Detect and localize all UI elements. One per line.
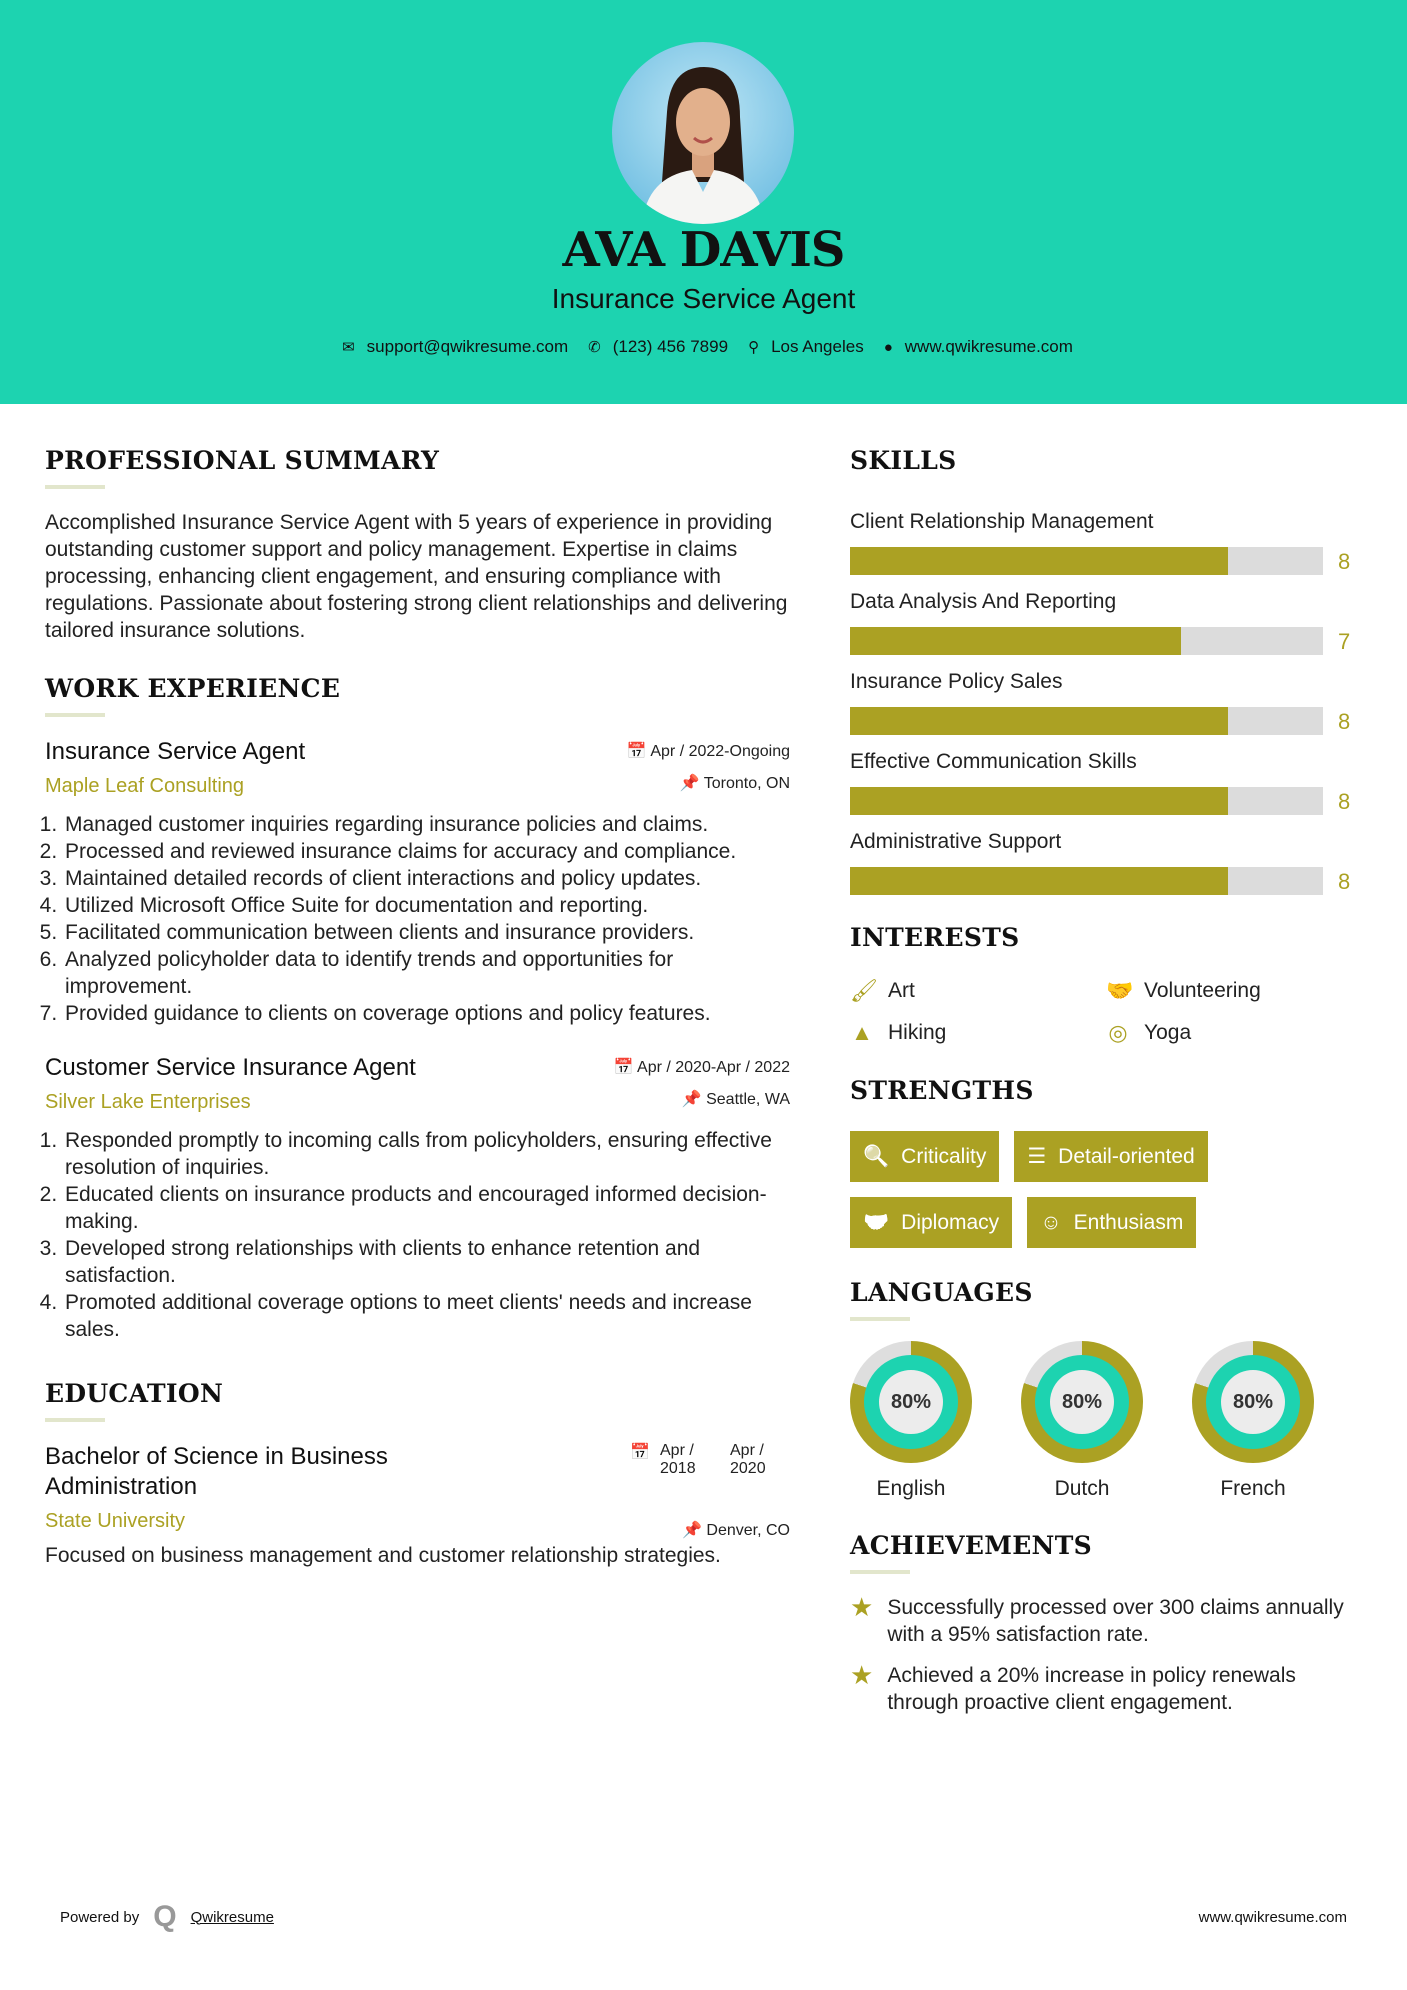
languages-heading: LANGUAGES — [850, 1278, 1033, 1307]
email[interactable]: support@qwikresume.com — [366, 337, 569, 356]
interest-label: Hiking — [888, 1021, 947, 1044]
skill-item — [850, 669, 1350, 735]
list-icon: ☰ — [1027, 1145, 1047, 1168]
tree-icon: ▲ — [851, 1020, 873, 1045]
handshake-icon: 🤝 — [1106, 978, 1134, 1003]
skill-name: Effective Communication Skills — [850, 750, 1137, 773]
candidate-title: Insurance Service Agent — [551, 283, 856, 314]
interest-label: Volunteering — [1144, 979, 1261, 1002]
skill-bar — [850, 787, 1323, 815]
education-dates — [630, 1442, 790, 1478]
achievement-item — [850, 1662, 1350, 1716]
divider — [45, 1418, 105, 1422]
language-name: French — [1220, 1477, 1286, 1500]
language-donut — [1021, 1341, 1143, 1463]
calendar-icon: 📅 — [630, 1444, 650, 1461]
list-item: 4. Promoted additional coverage options to meet clients' needs and increase sales. — [63, 1289, 790, 1343]
job-entry — [45, 737, 790, 1027]
language-percent: 80% — [1050, 1370, 1114, 1434]
paintbrush-icon: 🖌 — [850, 978, 878, 1003]
interest-item — [1106, 1020, 1346, 1046]
list-item: 1. Managed customer inquiries regarding insurance policies and claims. — [63, 811, 790, 838]
strengths-heading: STRENGTHS — [850, 1076, 1034, 1105]
location-text: Toronto, ON — [703, 775, 790, 792]
header — [0, 0, 1407, 404]
strength-chip — [850, 1131, 999, 1182]
skill-bar — [850, 867, 1323, 895]
job-entry — [45, 1053, 790, 1343]
skill-name: Data Analysis And Reporting — [850, 590, 1117, 613]
skill-item — [850, 589, 1350, 655]
phone: (123) 456 7899 — [612, 337, 729, 356]
company: Silver Lake Enterprises — [45, 1091, 251, 1113]
language-percent: 80% — [879, 1370, 943, 1434]
skill-value: 8 — [1338, 869, 1351, 894]
location-text: Seattle, WA — [706, 1091, 790, 1108]
list-item: 7. Provided guidance to clients on coverage options and policy features. — [63, 1000, 790, 1027]
map-marker-icon: ⚲ — [748, 339, 760, 356]
pin-icon: 📌 — [681, 1091, 702, 1108]
date-text: Apr / 2020-Apr / 2022 — [637, 1059, 790, 1076]
phone-icon: ✆ — [588, 339, 601, 356]
interests-heading: INTERESTS — [850, 923, 1020, 952]
language-donut — [850, 1341, 972, 1463]
qwikresume-logo-icon: Q — [153, 1900, 177, 1933]
contact-bar — [0, 337, 1407, 357]
handshake-icon: 🤝 — [863, 1210, 890, 1234]
skill-item — [850, 509, 1350, 575]
job-date — [627, 741, 790, 761]
skill-bar-fill — [850, 787, 1228, 815]
skill-bar — [850, 547, 1323, 575]
education-heading: EDUCATION — [45, 1379, 224, 1408]
job-title: Customer Service Insurance Agent — [45, 1054, 416, 1081]
strength-label: Enthusiasm — [1073, 1210, 1184, 1234]
location-text: Denver, CO — [706, 1522, 790, 1539]
language-name: English — [876, 1477, 946, 1500]
job-date — [614, 1057, 790, 1077]
footer-website[interactable]: www.qwikresume.com — [1198, 1908, 1347, 1926]
powered-by: Powered by — [60, 1908, 140, 1926]
search-icon: 🔍 — [863, 1144, 890, 1168]
skill-value: 7 — [1338, 629, 1351, 654]
strength-chip — [1014, 1131, 1207, 1182]
strength-chip — [1027, 1197, 1196, 1248]
strength-label: Diplomacy — [901, 1210, 1000, 1234]
list-item: 2. Processed and reviewed insurance claims for accuracy and compliance. — [63, 838, 790, 865]
skills-heading: SKILLS — [850, 446, 957, 475]
list-item: 1. Responded promptly to incoming calls from policyholders, ensuring effective resolution of inquiries. — [63, 1127, 790, 1181]
job-location — [682, 1089, 790, 1109]
list-item: 5. Facilitated communication between clients and insurance providers. — [63, 919, 790, 946]
profile-photo — [612, 42, 794, 224]
skill-value: 8 — [1338, 549, 1351, 574]
skill-name: Insurance Policy Sales — [850, 670, 1063, 693]
job-title: Insurance Service Agent — [45, 738, 306, 765]
achievement-text: Achieved a 20% increase in policy renewals through proactive client engagement. — [887, 1664, 1296, 1714]
skill-bar — [850, 707, 1323, 735]
skill-bar-fill — [850, 707, 1228, 735]
star-icon: ★ — [850, 1660, 874, 1690]
achievement-item — [850, 1594, 1350, 1648]
candidate-name: AVA DAVIS — [562, 222, 845, 278]
globe-icon: ● — [883, 338, 893, 356]
experience-heading: WORK EXPERIENCE — [45, 674, 341, 703]
language-percent: 80% — [1221, 1370, 1285, 1434]
pin-icon: 📌 — [679, 775, 700, 792]
achievements-heading: ACHIEVEMENTS — [850, 1531, 1092, 1560]
skill-bar-fill — [850, 627, 1181, 655]
left-column — [45, 446, 790, 1595]
skill-item — [850, 749, 1350, 815]
list-item: 6. Analyzed policyholder data to identify trends and opportunities for improvement. — [63, 946, 790, 1000]
strength-label: Criticality — [901, 1144, 987, 1168]
divider — [45, 485, 105, 489]
language-item — [1192, 1341, 1314, 1501]
divider — [850, 1317, 910, 1321]
job-location — [680, 773, 790, 793]
list-item: 4. Utilized Microsoft Office Suite for documentation and reporting. — [63, 892, 790, 919]
summary-heading: PROFESSIONAL SUMMARY — [45, 446, 440, 475]
interest-item — [1106, 978, 1346, 1004]
degree: Bachelor of Science in Business Administration — [45, 1443, 388, 1500]
end-date: Apr / 2020 — [730, 1442, 766, 1477]
education-description: Focused on business management and customer relationship strategies. — [45, 1544, 721, 1567]
brand-link[interactable]: Qwikresume — [190, 1908, 274, 1926]
lifebuoy-icon: ◎ — [1108, 1020, 1128, 1045]
list-item: 3. Developed strong relationships with clients to enhance retention and satisfaction. — [63, 1235, 790, 1289]
skill-name: Administrative Support — [850, 830, 1062, 853]
language-donut — [1192, 1341, 1314, 1463]
calendar-icon: 📅 — [626, 743, 647, 760]
skill-bar-fill — [850, 867, 1228, 895]
education-entry — [45, 1442, 790, 1569]
start-date: Apr / 2018 — [660, 1442, 696, 1477]
interest-label: Art — [888, 979, 915, 1002]
skill-value: 8 — [1338, 709, 1351, 734]
website[interactable]: www.qwikresume.com — [904, 337, 1073, 356]
right-column — [850, 446, 1350, 1730]
list-item: 2. Educated clients on insurance products and encouraged informed decision-making. — [63, 1181, 790, 1235]
pin-icon: 📌 — [682, 1522, 702, 1539]
interest-item — [850, 1020, 1106, 1046]
skill-bar — [850, 627, 1323, 655]
location: Los Angeles — [771, 337, 864, 356]
calendar-icon: 📅 — [613, 1059, 634, 1076]
interest-item — [850, 978, 1106, 1004]
footer — [60, 1900, 1347, 1934]
language-name: Dutch — [1054, 1477, 1110, 1500]
language-item — [850, 1341, 972, 1501]
list-item: 3. Maintained detailed records of client interactions and policy updates. — [63, 865, 790, 892]
skill-name: Client Relationship Management — [850, 510, 1154, 533]
star-icon: ★ — [850, 1592, 874, 1622]
summary-text: Accomplished Insurance Service Agent with 5 years of experience in providing outstanding customer support and policy management. Expertise in claims processing, enhancing client engagement, and ensuring compliance with regulations. Passionate about fostering strong client relationships and delivering tailored insurance solutions. — [45, 511, 788, 642]
skill-item — [850, 829, 1350, 895]
strength-label: Detail-oriented — [1058, 1144, 1195, 1168]
skill-bar-fill — [850, 547, 1228, 575]
company: Maple Leaf Consulting — [45, 775, 245, 797]
divider — [45, 713, 105, 717]
envelope-icon: ✉ — [342, 339, 355, 356]
date-text: Apr / 2022-Ongoing — [650, 743, 790, 760]
strength-chip — [850, 1197, 1012, 1248]
smile-icon: ☺ — [1040, 1210, 1062, 1234]
language-item — [1021, 1341, 1143, 1501]
achievement-text: Successfully processed over 300 claims annually with a 95% satisfaction rate. — [887, 1596, 1344, 1646]
divider — [850, 1570, 910, 1574]
skill-value: 8 — [1338, 789, 1351, 814]
school: State University — [45, 1510, 186, 1532]
interest-label: Yoga — [1144, 1021, 1192, 1044]
education-location — [682, 1520, 790, 1540]
